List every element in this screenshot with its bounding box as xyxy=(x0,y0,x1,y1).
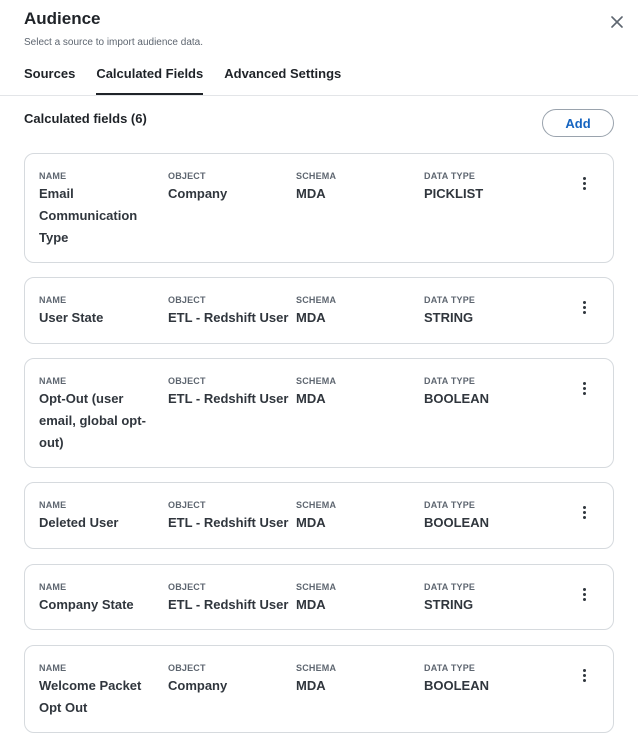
field-data-type-label: DATA TYPE xyxy=(424,295,476,305)
more-options-icon[interactable] xyxy=(575,664,593,686)
field-schema-label: SCHEMA xyxy=(296,295,337,305)
field-schema-label: SCHEMA xyxy=(296,663,337,673)
more-options-dot xyxy=(583,674,586,677)
field-data-type-column xyxy=(424,499,554,534)
field-name-column xyxy=(39,170,157,249)
field-name-value: Company State xyxy=(39,597,134,612)
field-data-type-value: BOOLEAN xyxy=(424,391,489,406)
field-name-column xyxy=(39,294,157,329)
field-schema-column xyxy=(296,375,416,410)
field-data-type-value: STRING xyxy=(424,597,474,612)
field-data-type-column xyxy=(424,294,554,329)
more-options-dot xyxy=(583,669,586,672)
field-name-value: Email Communication Type xyxy=(39,186,138,245)
tab-bar xyxy=(24,63,341,95)
more-options-dot xyxy=(583,588,586,591)
more-options-dot xyxy=(583,593,586,596)
field-object-value: Company xyxy=(168,186,228,201)
field-schema-label: SCHEMA xyxy=(296,582,337,592)
tab-advanced-settings[interactable]: Advanced Settings xyxy=(224,66,342,81)
field-schema-value: MDA xyxy=(296,678,326,693)
close-icon xyxy=(611,16,623,28)
field-schema-value: MDA xyxy=(296,186,326,201)
field-object-column xyxy=(168,499,292,534)
field-card xyxy=(24,645,614,733)
field-schema-value: MDA xyxy=(296,515,326,530)
field-data-type-label: DATA TYPE xyxy=(424,663,476,673)
field-data-type-value: BOOLEAN xyxy=(424,515,489,530)
field-data-type-label: DATA TYPE xyxy=(424,500,476,510)
more-options-icon[interactable] xyxy=(575,583,593,605)
field-object-label: OBJECT xyxy=(168,500,206,510)
more-options-dot xyxy=(583,506,586,509)
more-options-dot xyxy=(583,301,586,304)
field-object-label: OBJECT xyxy=(168,582,206,592)
field-schema-column xyxy=(296,294,416,329)
field-object-column xyxy=(168,581,292,616)
field-schema-value: MDA xyxy=(296,597,326,612)
field-name-label: NAME xyxy=(39,376,67,386)
field-object-column xyxy=(168,294,292,329)
field-object-label: OBJECT xyxy=(168,295,206,305)
more-options-icon[interactable] xyxy=(575,172,593,194)
field-name-column xyxy=(39,375,157,454)
field-object-label: OBJECT xyxy=(168,376,206,386)
more-options-icon[interactable] xyxy=(575,501,593,523)
field-schema-label: SCHEMA xyxy=(296,171,337,181)
field-name-value: User State xyxy=(39,310,104,325)
field-data-type-value: PICKLIST xyxy=(424,186,484,201)
more-options-dot xyxy=(583,392,586,395)
field-schema-column xyxy=(296,581,416,616)
panel-header xyxy=(0,0,638,96)
field-schema-column xyxy=(296,170,416,205)
field-name-column xyxy=(39,581,157,616)
field-data-type-column xyxy=(424,170,554,205)
more-options-dot xyxy=(583,187,586,190)
field-schema-column xyxy=(296,662,416,697)
tab-sources[interactable]: Sources xyxy=(24,66,76,81)
field-name-column xyxy=(39,662,157,719)
field-name-label: NAME xyxy=(39,295,67,305)
field-object-column xyxy=(168,170,292,205)
field-data-type-column xyxy=(424,662,554,697)
field-name-label: NAME xyxy=(39,663,67,673)
more-options-icon[interactable] xyxy=(575,296,593,318)
field-schema-label: SCHEMA xyxy=(296,376,337,386)
field-name-value: Deleted User xyxy=(39,515,119,530)
field-name-value: Welcome Packet Opt Out xyxy=(39,678,142,715)
more-options-dot xyxy=(583,598,586,601)
add-button[interactable]: Add xyxy=(542,109,614,137)
section-title: Calculated fields (6) xyxy=(24,111,147,126)
panel-title: Audience xyxy=(24,9,101,28)
field-card xyxy=(24,358,614,468)
field-card xyxy=(24,277,614,344)
field-data-type-label: DATA TYPE xyxy=(424,376,476,386)
field-object-value: Company xyxy=(168,678,228,693)
more-options-dot xyxy=(583,177,586,180)
field-schema-column xyxy=(296,499,416,534)
field-data-type-column xyxy=(424,581,554,616)
field-object-label: OBJECT xyxy=(168,663,206,673)
more-options-dot xyxy=(583,306,586,309)
more-options-dot xyxy=(583,182,586,185)
tab-calculated-fields[interactable]: Calculated Fields xyxy=(96,63,203,94)
field-card xyxy=(24,153,614,263)
field-schema-value: MDA xyxy=(296,391,326,406)
field-schema-value: MDA xyxy=(296,310,326,325)
field-object-value: ETL - Redshift User xyxy=(168,515,289,530)
field-data-type-label: DATA TYPE xyxy=(424,171,476,181)
field-name-label: NAME xyxy=(39,500,67,510)
field-card xyxy=(24,482,614,549)
more-options-dot xyxy=(583,679,586,682)
field-name-label: NAME xyxy=(39,171,67,181)
more-options-dot xyxy=(583,311,586,314)
field-data-type-value: BOOLEAN xyxy=(424,678,489,693)
field-data-type-value: STRING xyxy=(424,310,474,325)
field-object-value: ETL - Redshift User xyxy=(168,391,289,406)
field-card xyxy=(24,564,614,630)
field-object-column xyxy=(168,375,292,410)
panel-subtitle: Select a source to import audience data. xyxy=(24,37,203,48)
field-name-label: NAME xyxy=(39,582,67,592)
more-options-dot xyxy=(583,516,586,519)
more-options-dot xyxy=(583,382,586,385)
field-name-column xyxy=(39,499,157,534)
more-options-dot xyxy=(583,387,586,390)
field-data-type-label: DATA TYPE xyxy=(424,582,476,592)
field-object-value: ETL - Redshift User xyxy=(168,310,289,325)
field-data-type-column xyxy=(424,375,554,410)
field-object-value: ETL - Redshift User xyxy=(168,597,289,612)
field-schema-label: SCHEMA xyxy=(296,500,337,510)
field-name-value: Opt-Out (user email, global opt-out) xyxy=(39,391,146,450)
more-options-dot xyxy=(583,511,586,514)
more-options-icon[interactable] xyxy=(575,377,593,399)
close-button[interactable] xyxy=(606,11,628,33)
field-object-column xyxy=(168,662,292,697)
field-object-label: OBJECT xyxy=(168,171,206,181)
